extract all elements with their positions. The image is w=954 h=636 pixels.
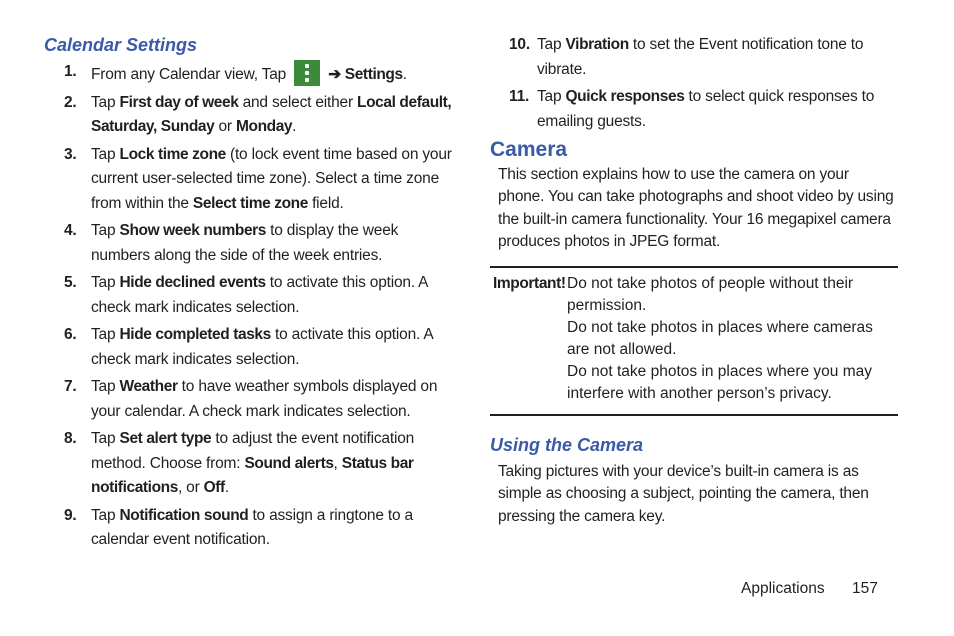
step-7: 7. Tap Weather to have weather symbols displayed on your calendar. A check mark indicates selection. [64, 378, 438, 420]
step-10: 10. Tap Vibration to set the Event notification tone to vibrate. [509, 36, 864, 78]
step-8: 8. Tap Set alert type to adjust the event notification method. Choose from: Sound alerts, Status bar notifications, or Off. [64, 430, 415, 496]
overflow-menu-icon [294, 60, 320, 86]
callout-line: Do not take photos in places where cameras are not allowed. [567, 319, 873, 359]
step-11: 11. Tap Quick responses to select quick responses to emailing guests. [509, 88, 875, 130]
continued-steps [490, 33, 898, 134]
step-1: 1. From any Calendar view, Tap ➔ Settings. [44, 60, 454, 88]
step-6: 6. Tap Hide completed tasks to activate this option. A check mark indicates selection. [64, 326, 433, 368]
using-camera-text: Taking pictures with your device’s built-in camera is as simple as choosing a subject, pointing the camera, then pressing the camera key. [498, 463, 869, 525]
page-number: 157 [852, 580, 878, 597]
step-5: 5. Tap Hide declined events to activate this option. A check mark indicates selection. [64, 274, 428, 316]
step-3: 3. Tap Lock time zone (to lock event time based on your current user-selected time zone). Select a time zone from within the Select time zone field. [64, 145, 452, 212]
calendar-settings-steps [44, 60, 454, 553]
callout-line: Do not take photos of people without their permission. [567, 275, 854, 315]
callout-body [567, 273, 898, 405]
callout-label: Important! [493, 275, 566, 293]
using-camera-heading: Using the Camera [490, 435, 644, 456]
callout-line: Do not take photos in places where you may interfere with another person’s privacy. [567, 363, 873, 403]
right-column [490, 34, 898, 528]
left-column [44, 34, 454, 553]
camera-heading: Camera [490, 138, 568, 161]
important-callout [490, 266, 898, 416]
step-4: 4. Tap Show week numbers to display the week numbers along the side of the week entries. [64, 222, 399, 264]
step-2: 2. Tap First day of week and select either Local default, Saturday, Sunday or Monday. [64, 93, 452, 135]
calendar-settings-heading: Calendar Settings [44, 35, 198, 55]
step-9: 9. Tap Notification sound to assign a ringtone to a calendar event notification. [64, 506, 413, 548]
camera-intro: This section explains how to use the camera on your phone. You can take photographs and shoot video by using the built-in camera functionality. Your 16 megapixel camera produces photos in JPEG format. [498, 166, 894, 250]
footer-section: Applications [741, 580, 825, 597]
